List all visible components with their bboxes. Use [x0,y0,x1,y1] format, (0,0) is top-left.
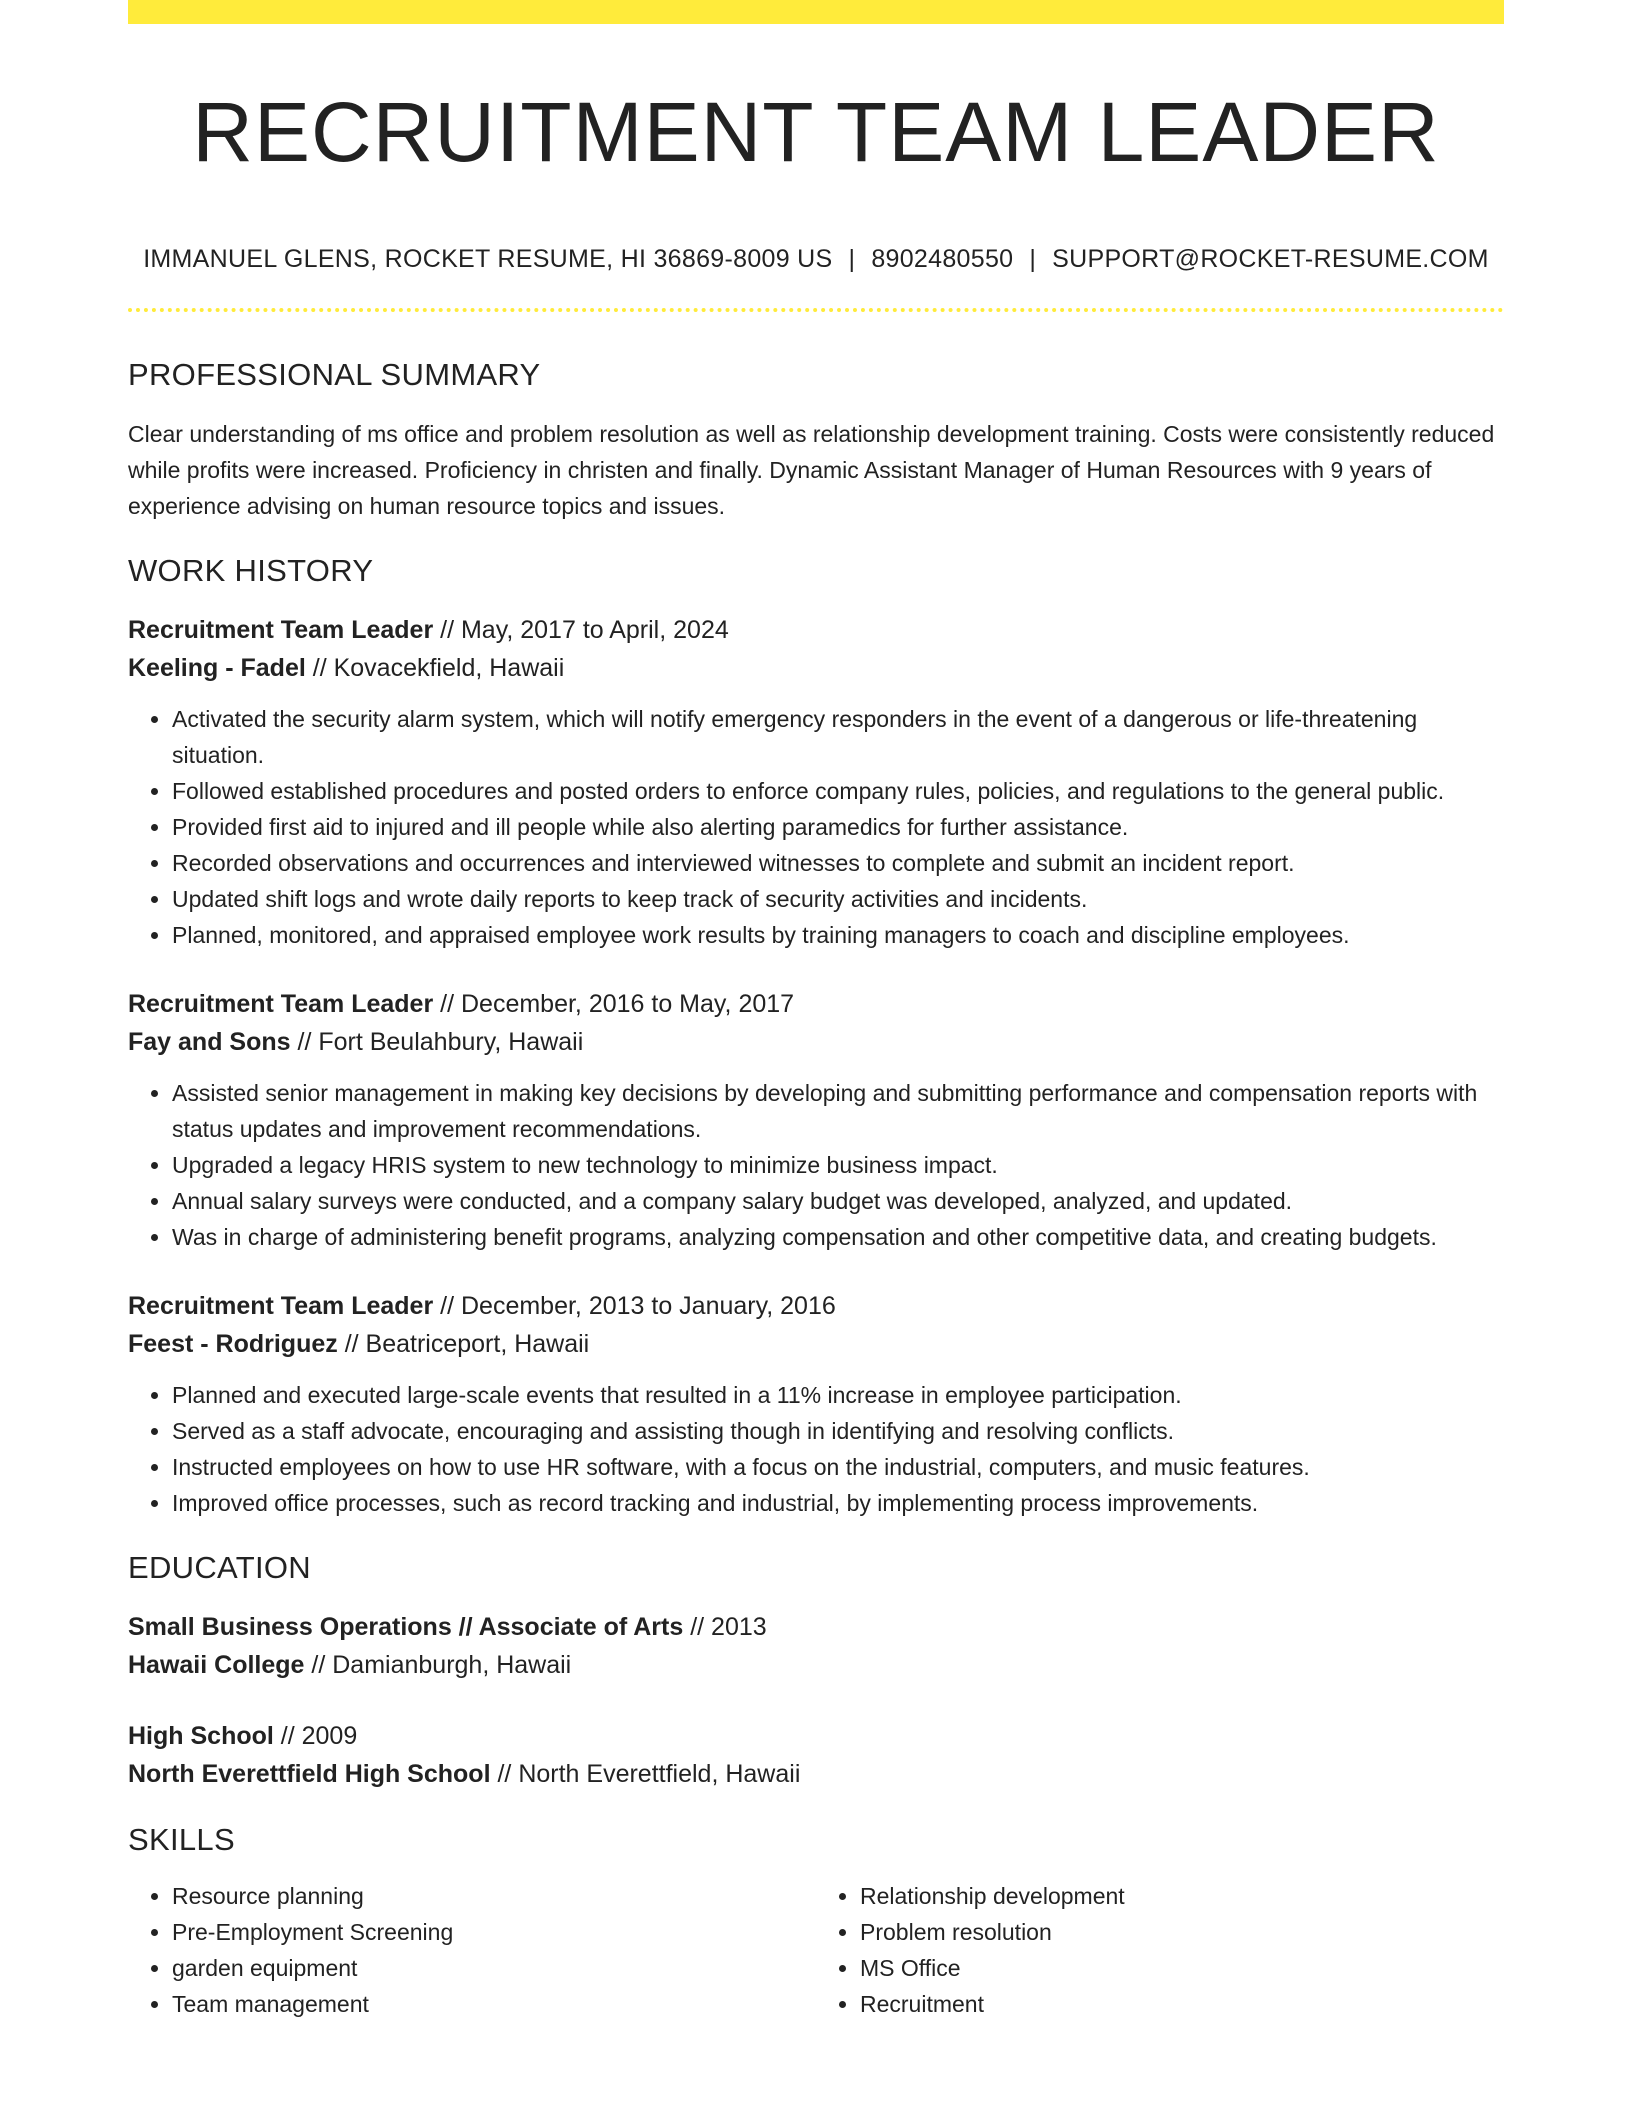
education-degree-line [128,1717,1504,1755]
skill-item: • Pre-Employment Screening [172,1914,816,1950]
list-item: • Planned, monitored, and appraised employee work results by training managers to coach and discipline employees. [172,917,1504,953]
job-location: // Fort Beulahbury, Hawaii [290,1027,584,1056]
education-location: // Damianburgh, Hawaii [304,1650,572,1679]
list-item: • Activated the security alarm system, which will notify emergency responders in the event of a dangerous or life-threatening situation. [172,701,1504,773]
job-entry [128,985,1504,1255]
job-dates: // December, 2013 to January, 2016 [433,1291,836,1320]
skill-item: • Resource planning [172,1878,816,1914]
list-item: • Recorded observations and occurrences and interviewed witnesses to complete and submit an incident report. [172,845,1504,881]
section-heading-work: WORK HISTORY [128,552,374,588]
job-location: // Kovacekfield, Hawaii [305,653,565,682]
list-item: • Upgraded a legacy HRIS system to new technology to minimize business impact. [172,1147,1504,1183]
skill-item: • Team management [172,1986,816,2022]
work-history-section [128,552,1504,1521]
skills-columns [128,1878,1504,2022]
education-entry [128,1717,1504,1793]
list-item: • Followed established procedures and posted orders to enforce company rules, policies, and regulations to the general public. [172,773,1504,809]
section-heading-education: EDUCATION [128,1549,311,1585]
skills-section [128,1821,1504,2022]
job-company: Fay and Sons [128,1027,291,1056]
dotted-divider [128,308,1504,312]
job-dates: // May, 2017 to April, 2024 [433,615,729,644]
accent-bar [128,0,1504,24]
job-company-line [128,1023,1504,1061]
skill-item: • Recruitment [860,1986,1504,2022]
contact-address: IMMANUEL GLENS, ROCKET RESUME, HI 36869-8009 US [143,245,833,274]
section-heading-skills: SKILLS [128,1821,235,1857]
skill-item: • Problem resolution [860,1914,1504,1950]
education-school-line [128,1755,1504,1793]
education-section [128,1549,1504,1793]
education-degree: High School [128,1721,274,1750]
job-dates: // December, 2016 to May, 2017 [433,989,795,1018]
contact-separator: | [848,245,856,274]
list-item: • Planned and executed large-scale events that resulted in a 11% increase in employee participation. [172,1377,1504,1413]
job-bullets [128,1075,1504,1255]
job-title-line [128,1287,1504,1325]
skills-list-right [816,1878,1504,2022]
contact-line [128,244,1504,274]
summary-text: Clear understanding of ms office and problem resolution as well as relationship development training. Costs were consistently reduced while profits were increased. Proficiency in christen and finally. Dynamic Assistant Manager of Human Resources with 9 years of experience advising on human resource topics and issues. [128,420,1495,519]
job-company: Feest - Rodriguez [128,1329,338,1358]
job-title: Recruitment Team Leader [128,1291,434,1320]
job-title: Recruitment Team Leader [128,989,434,1018]
job-entry [128,1287,1504,1521]
list-item: • Assisted senior management in making key decisions by developing and submitting performance and compensation reports with status updates and improvement recommendations. [172,1075,1504,1147]
page-title: RECRUITMENT TEAM LEADER [192,85,1440,179]
skill-item: • garden equipment [172,1950,816,1986]
section-heading-summary: PROFESSIONAL SUMMARY [128,357,541,393]
education-location: // North Everettfield, Hawaii [490,1759,801,1788]
summary-section [128,356,1504,523]
contact-phone: 8902480550 [871,245,1014,274]
list-item: • Served as a staff advocate, encouraging and assisting though in identifying and resolving conflicts. [172,1413,1504,1449]
job-company-line [128,649,1504,687]
job-bullets [128,701,1504,953]
list-item: • Instructed employees on how to use HR software, with a focus on the industrial, computers, and music features. [172,1449,1504,1485]
list-item: • Updated shift logs and wrote daily reports to keep track of security activities and incidents. [172,881,1504,917]
education-school: Hawaii College [128,1650,305,1679]
education-entry [128,1608,1504,1684]
list-item: • Was in charge of administering benefit programs, analyzing compensation and other competitive data, and creating budgets. [172,1219,1504,1255]
education-year: // 2009 [273,1721,358,1750]
job-entry [128,611,1504,953]
job-company-line [128,1325,1504,1363]
education-school-line [128,1646,1504,1684]
job-location: // Beatriceport, Hawaii [337,1329,590,1358]
list-item: • Annual salary surveys were conducted, and a company salary budget was developed, analyzed, and updated. [172,1183,1504,1219]
resume-page [128,0,1504,2022]
education-degree-line [128,1608,1504,1646]
job-title-line [128,611,1504,649]
education-degree: Small Business Operations // Associate of Arts [128,1612,684,1641]
list-item: • Provided first aid to injured and ill people while also alerting paramedics for further assistance. [172,809,1504,845]
contact-email[interactable]: SUPPORT@ROCKET-RESUME.COM [1052,245,1489,274]
job-bullets [128,1377,1504,1521]
list-item: • Improved office processes, such as record tracking and industrial, by implementing process improvements. [172,1485,1504,1521]
skills-list-left [128,1878,816,2022]
skill-item: • Relationship development [860,1878,1504,1914]
job-title: Recruitment Team Leader [128,615,434,644]
education-school: North Everettfield High School [128,1759,491,1788]
education-year: // 2013 [683,1612,767,1641]
job-company: Keeling - Fadel [128,653,306,682]
skill-item: • MS Office [860,1950,1504,1986]
contact-separator: | [1029,245,1037,274]
job-title-line [128,985,1504,1023]
